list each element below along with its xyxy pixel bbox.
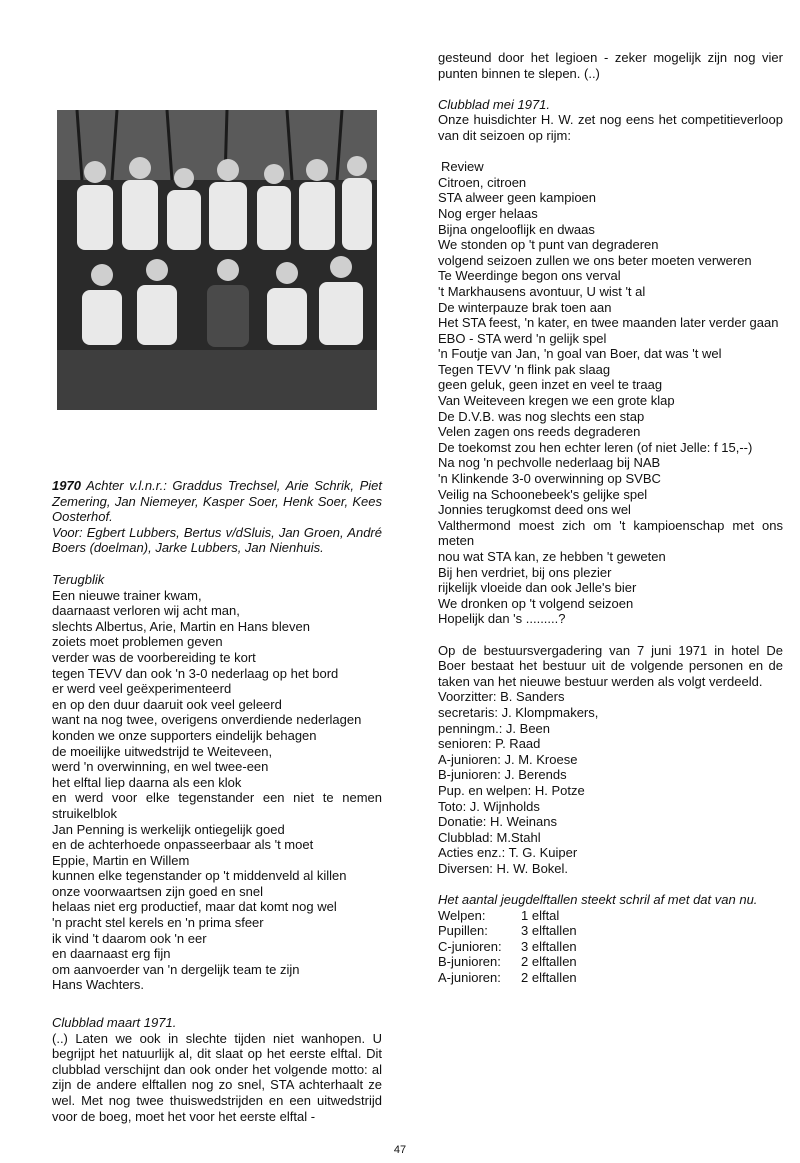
review-line: 'n Foutje van Jan, 'n goal van Boer, dat was 't wel [438, 346, 722, 362]
review-line: Citroen, citroen [438, 174, 527, 190]
poem-line: daarnaast verloren wij acht man, [52, 603, 240, 619]
review-title: Review [441, 159, 484, 175]
poem-line: om aanvoerder van 'n dergelijk team te zijn [52, 961, 300, 977]
table-row [438, 954, 577, 970]
table-row [438, 939, 577, 955]
poem-line: konden we onze supporters eindelijk behagen [52, 727, 317, 743]
caption-year: 1970 [52, 478, 81, 493]
clubblad-mei-intro: Onze huisdichter H. W. zet nog eens het competitieverloop van dit seizoen op rijm: [438, 112, 783, 143]
jeugd-table [438, 908, 577, 986]
jeugd-value: 2 elftallen [521, 970, 577, 986]
bestuur-member: Donatie: H. Weinans [438, 814, 557, 830]
poem-line: het elftal liep daarna als een klok [52, 774, 242, 790]
photo-caption [52, 478, 382, 556]
jeugd-label: B-junioren: [438, 954, 501, 970]
caption-front-row: Voor: Egbert Lubbers, Bertus v/dSluis, Jan Groen, André Boers (doelman), Jarke Lubbers, Jan Nienhuis. [52, 524, 382, 556]
poem-line: zoiets moet problemen geven [52, 634, 223, 650]
poem-line: verder was de voorbereiding te kort [52, 649, 256, 665]
bestuur-intro: Op de bestuursvergadering van 7 juni 1971 in hotel De Boer bestaat het bestuur uit de volgende personen en de taken van het nieuwe bestuur werden als volgt verdeeld. [438, 642, 783, 689]
caption-back-row: Achter v.l.n.r.: Graddus Trechsel, Arie Schrik, Piet Zemering, Jan Niemeyer, Kasper Soer, Henk Soer, Kees Oosterhof. [52, 478, 382, 525]
review-line: 'n Klinkende 3-0 overwinning op SVBC [438, 471, 661, 487]
poem-line: en op den duur daaruit ook veel geleerd [52, 696, 282, 712]
bestuur-member: Pup. en welpen: H. Potze [438, 782, 585, 798]
review-line: Bij hen verdriet, bij ons plezier [438, 564, 612, 580]
review-line: Tegen TEVV 'n flink pak slaag [438, 361, 611, 377]
clubblad-mei-title: Clubblad mei 1971. [438, 96, 551, 112]
jeugd-label: C-junioren: [438, 938, 502, 954]
poem-line: Eppie, Martin en Willem [52, 852, 190, 868]
review-line: EBO - STA werd 'n gelijk spel [438, 330, 607, 346]
clubblad-maart-title: Clubblad maart 1971. [52, 1015, 177, 1030]
poem-line: want na nog twee, overigens onverdiende nederlagen [52, 712, 362, 728]
right-column [438, 50, 783, 986]
terugblik-poem [52, 572, 382, 993]
review-line: geen geluk, geen inzet en veel te traag [438, 377, 663, 393]
review-line: Nog erger helaas [438, 205, 538, 221]
review-line: 't Markhausens avontuur, U wist 't al [438, 283, 646, 299]
review-line: We dronken op 't volgend seizoen [438, 595, 634, 611]
poem-author: Hans Wachters. [52, 977, 144, 993]
bestuur-member: Diversen: H. W. Bokel. [438, 860, 569, 876]
review-line: We stonden op 't punt van degraderen [438, 237, 659, 253]
review-line: De winterpauze brak toen aan [438, 299, 612, 315]
review-line: Veilig na Schoonebeek's gelijke spel [438, 486, 648, 502]
bestuur-member: Clubblad: M.Stahl [438, 829, 541, 845]
poem-line: werd 'n overwinning, en wel twee-een [52, 759, 269, 775]
poem-line: tegen TEVV dan ook 'n 3-0 nederlaag op het bord [52, 665, 339, 681]
jeugd-label: A-junioren: [438, 970, 501, 986]
bestuur-member: B-junioren: J. Berends [438, 767, 567, 783]
review-line: Te Weerdinge begon ons verval [438, 268, 621, 284]
poem-line: er werd veel geëxperimenteerd [52, 681, 232, 697]
clubblad-maart-text: (..) Laten we ook in slechte tijden niet wanhopen. U begrijpt het natuurlijk al, dit slaat op het eerste elftal. Dit clubblad verschijnt dan ook onder het volgende motto: al zijn de andere elftallen nog zo snel, STA achterhaalt ze wel. Met nog twee thuiswedstrijden en een uitwedstrijd voor de boeg, moet het voor het eerste elftal - [52, 1030, 382, 1124]
clubblad-maart-continuation: gesteund door het legioen - zeker mogelijk zijn nog vier punten binnen te slepen. (..) [438, 50, 783, 81]
review-line: De toekomst zou hen echter leren (of niet Jelle: f 15,--) [438, 439, 753, 455]
jeugd-value: 2 elftallen [521, 954, 577, 970]
poem-line: en daarnaast erg fijn [52, 946, 171, 962]
poem-line: 'n pracht stel kerels en 'n prima sfeer [52, 915, 264, 931]
terugblik-title: Terugblik [52, 572, 105, 587]
poem-line: Een nieuwe trainer kwam, [52, 587, 202, 603]
bestuur-member: penningm.: J. Been [438, 720, 551, 736]
poem-line: en werd voor elke tegenstander een niet te nemen struikelblok [52, 790, 382, 821]
review-line: volgend seizoen zullen we ons beter moeten verweren [438, 252, 752, 268]
jeugd-value: 1 elftal [521, 907, 560, 923]
bestuur-member: Acties enz.: T. G. Kuiper [438, 845, 578, 861]
bestuur-member: secretaris: J. Klompmakers, [438, 704, 599, 720]
poem-line: slechts Albertus, Arie, Martin en Hans bleven [52, 618, 310, 634]
bestuur-member: A-junioren: J. M. Kroese [438, 751, 578, 767]
jeugd-title: Het aantal jeugdelftallen steekt schril af met dat van nu. [438, 892, 758, 908]
bestuur-member: Voorzitter: B. Sanders [438, 689, 565, 705]
poem-line: kunnen elke tegenstander op 't middenveld al killen [52, 868, 347, 884]
poem-line: Jan Penning is werkelijk ontiegelijk goed [52, 821, 285, 837]
team-photo-illustration [57, 110, 377, 410]
bestuur-member: senioren: P. Raad [438, 736, 541, 752]
poem-line: de moeilijke uitwedstrijd te Weiteveen, [52, 743, 273, 759]
poem-line: onze voorwaartsen zijn goed en snel [52, 883, 264, 899]
team-photo-icon [57, 110, 377, 410]
review-line: Velen zagen ons reeds degraderen [438, 424, 641, 440]
review-line: Hopelijk dan 's .........? [438, 611, 566, 627]
jeugd-value: 3 elftallen [521, 938, 577, 954]
jeugd-label: Welpen: [438, 907, 486, 923]
review-line: Na nog 'n pechvolle nederlaag bij NAB [438, 455, 661, 471]
review-line: nou wat STA kan, ze hebben 't geweten [438, 549, 666, 564]
review-line: Bijna ongelooflijk en dwaas [438, 221, 595, 237]
review-line: rijkelijk vloeide dan ook Jelle's bier [438, 580, 637, 596]
table-row [438, 970, 577, 986]
bestuur-member: Toto: J. Wijnholds [438, 798, 540, 814]
jeugd-label: Pupillen: [438, 923, 488, 939]
poem-line: en de achterhoede onpasseerbaar als 't moet [52, 837, 314, 853]
review-line: Van Weiteveen kregen we een grote klap [438, 393, 675, 409]
review-line: Het STA feest, 'n kater, en twee maanden later verder gaan [438, 315, 779, 331]
review-line: STA alweer geen kampioen [438, 190, 597, 206]
table-row [438, 908, 577, 924]
clubblad-maart-section [52, 1015, 382, 1124]
review-line: De D.V.B. was nog slechts een stap [438, 408, 645, 424]
poem-line: helaas niet erg productief, maar dat komt nog wel [52, 899, 337, 915]
page-number: 47 [393, 1144, 407, 1156]
review-line: Jonnies terugkomst deed ons wel [438, 502, 631, 518]
table-row [438, 923, 577, 939]
review-line: Valthermond moest zich om 't kampioenschap met ons meten [438, 517, 783, 549]
jeugd-value: 3 elftallen [521, 923, 577, 939]
poem-line: ik vind 't daarom ook 'n eer [52, 930, 207, 946]
